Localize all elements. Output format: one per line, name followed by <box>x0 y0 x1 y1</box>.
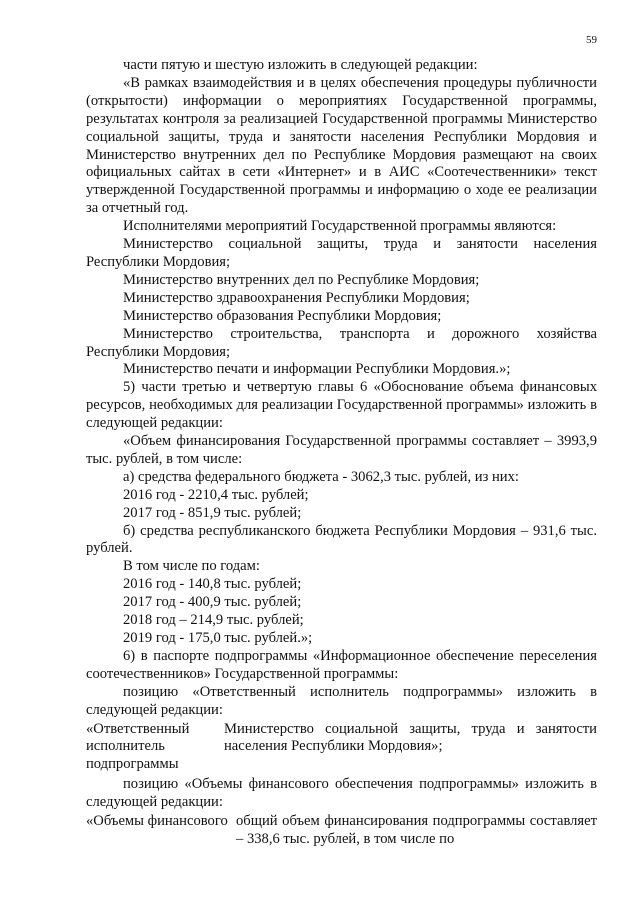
funding-volume-table <box>86 813 597 849</box>
paragraph: Министерство печати и информации Республики Мордовия.»; <box>123 361 511 378</box>
paragraph: «В рамках взаимодействия и в целях обеспечения процедуры публичности (открытости) информации о мероприятиях Государственной программы, результатах контроля за реализацией Государственной программы Министерство социальной защиты, труда и занятости населения Республики Мордовия и Министерство внутренних дел по Республике Мордовия размещают на своих официальных сайтах в сети «Интернет» и в АИС «Соотечественники» текст утвержденной Государственной программы и информацию о ходе ее реализации за отчетный год. <box>86 74 597 217</box>
paragraph: 2016 год - 2210,4 тыс. рублей; <box>123 486 309 503</box>
page-number: 59 <box>586 34 597 46</box>
paragraph: 2016 год - 140,8 тыс. рублей; <box>123 576 302 593</box>
paragraph: 5) части третью и четвертую главы 6 «Обоснование объема финансовых ресурсов, необходимых для реализации Государственной программы» изложить в следующей редакции: <box>86 379 597 432</box>
paragraph: а) средства федерального бюджета - 3062,3 тыс. рублей, из них: <box>123 468 519 485</box>
paragraph: 2019 год - 175,0 тыс. рублей.»; <box>123 630 313 646</box>
table-left-cell: «Объемы финансового <box>86 813 228 830</box>
table-right-cell: Министерство социальной защиты, труда и занятости населения Республики Мордовия»; <box>224 720 597 755</box>
paragraph: Министерство социальной защиты, труда и занятости населения Республики Мордовия; <box>86 236 597 270</box>
table-left-cell: «Ответственный исполнитель подпрограммы <box>86 720 190 773</box>
table-right-cell: общий объем финансирования подпрограммы составляет – 338,6 тыс. рублей, в том числе по <box>236 813 597 847</box>
paragraph: Исполнителями мероприятий Государственной программы являются: <box>123 218 557 235</box>
responsible-executor-table <box>86 721 597 775</box>
paragraph: «Объем финансирования Государственной программы составляет – 3993,9 тыс. рублей, в том числе: <box>86 433 597 467</box>
paragraph: 2018 год – 214,9 тыс. рублей; <box>123 612 304 629</box>
document-body <box>86 57 597 851</box>
paragraph: б) средства республиканского бюджета Республики Мордовия – 931,6 тыс. рублей. <box>86 522 597 557</box>
paragraph: 6) в паспорте подпрограммы «Информационное обеспечение переселения соотечественников» Государственной программы: <box>86 647 597 682</box>
paragraph: части пятую и шестую изложить в следующей редакции: <box>123 57 478 73</box>
paragraph: 2017 год - 400,9 тыс. рублей; <box>123 594 302 611</box>
paragraph: позицию «Ответственный исполнитель подпрограммы» изложить в следующей редакции: <box>86 683 597 718</box>
paragraph: Министерство здравоохранения Республики Мордовия; <box>123 289 470 306</box>
paragraph: позицию «Объемы финансового обеспечения подпрограммы» изложить в следующей редакции: <box>86 776 597 811</box>
paragraph: Министерство внутренних дел по Республике Мордовия; <box>123 271 480 288</box>
paragraph: Министерство строительства, транспорта и дорожного хозяйства Республики Мордовия; <box>86 325 597 360</box>
paragraph: В том числе по годам: <box>123 558 260 575</box>
paragraph: 2017 год - 851,9 тыс. рублей; <box>123 504 302 521</box>
paragraph: Министерство образования Республики Мордовия; <box>123 307 442 324</box>
